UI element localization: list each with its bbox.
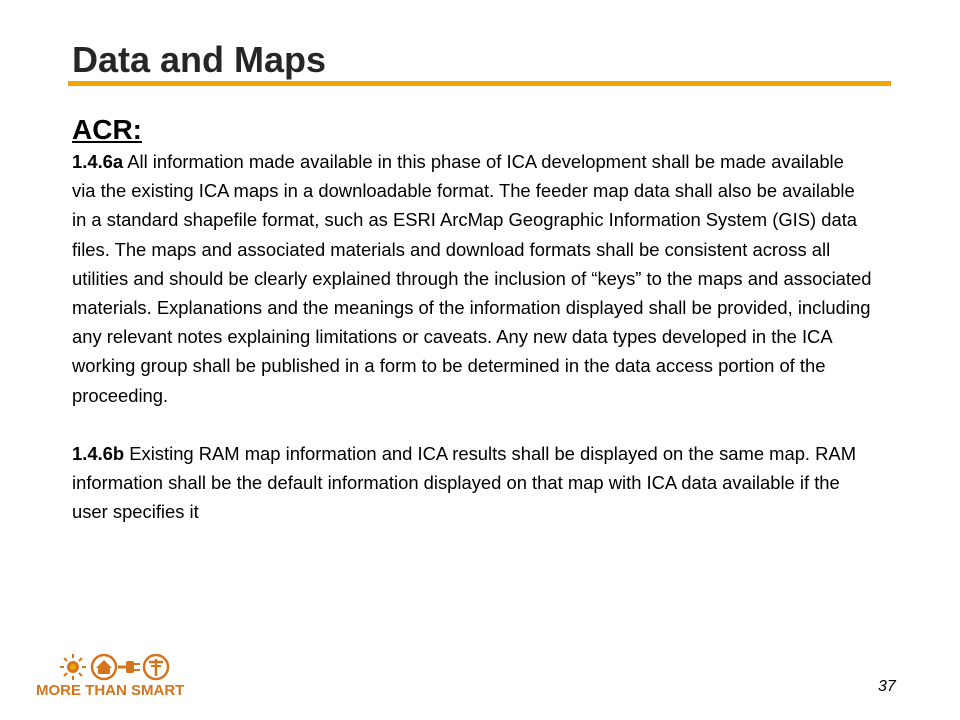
body-text <box>72 147 872 526</box>
more-than-smart-logo <box>36 652 196 704</box>
title-underline-rule <box>68 81 891 86</box>
slide-title: Data and Maps <box>72 39 327 80</box>
paragraph-1-4-6a <box>72 147 872 410</box>
paragraph-text: All information made available in this phase of ICA development shall be made available via the existing ICA maps in a downloadable format. The feeder map data shall also be available in a standard shapefile format, such as ESRI ArcMap Geographic Information System (GIS) data files. The maps and associated materials and download formats shall be consistent across all utilities and should be clearly explained through the inclusion of “keys” to the maps and associated materials. Explanations and the meanings of the information displayed shall be provided, including any relevant notes explaining limitations or caveats. Any new data types developed in the ICA working group shall be published in a form to be determined in the data access portion of the proceeding. <box>72 151 872 406</box>
section-heading: ACR: <box>72 114 142 145</box>
logo-text: MORE THAN SMART <box>36 682 185 699</box>
logo-icons <box>60 652 190 682</box>
sun-icon <box>60 654 86 680</box>
paragraph-ref: 1.4.6b <box>72 442 125 464</box>
house-icon <box>92 655 116 679</box>
plug-icon <box>118 661 140 673</box>
paragraph-ref: 1.4.6a <box>72 151 124 172</box>
paragraph-text: Existing RAM map information and ICA results shall be displayed on the same map. RAM information shall be the default information displayed on that map with ICA data available if the user specifies it <box>72 442 857 523</box>
paragraph-1-4-6b <box>72 439 872 527</box>
utility-pole-icon <box>144 655 168 679</box>
paragraph-spacer <box>72 410 872 439</box>
page-number: 37 <box>878 678 896 695</box>
